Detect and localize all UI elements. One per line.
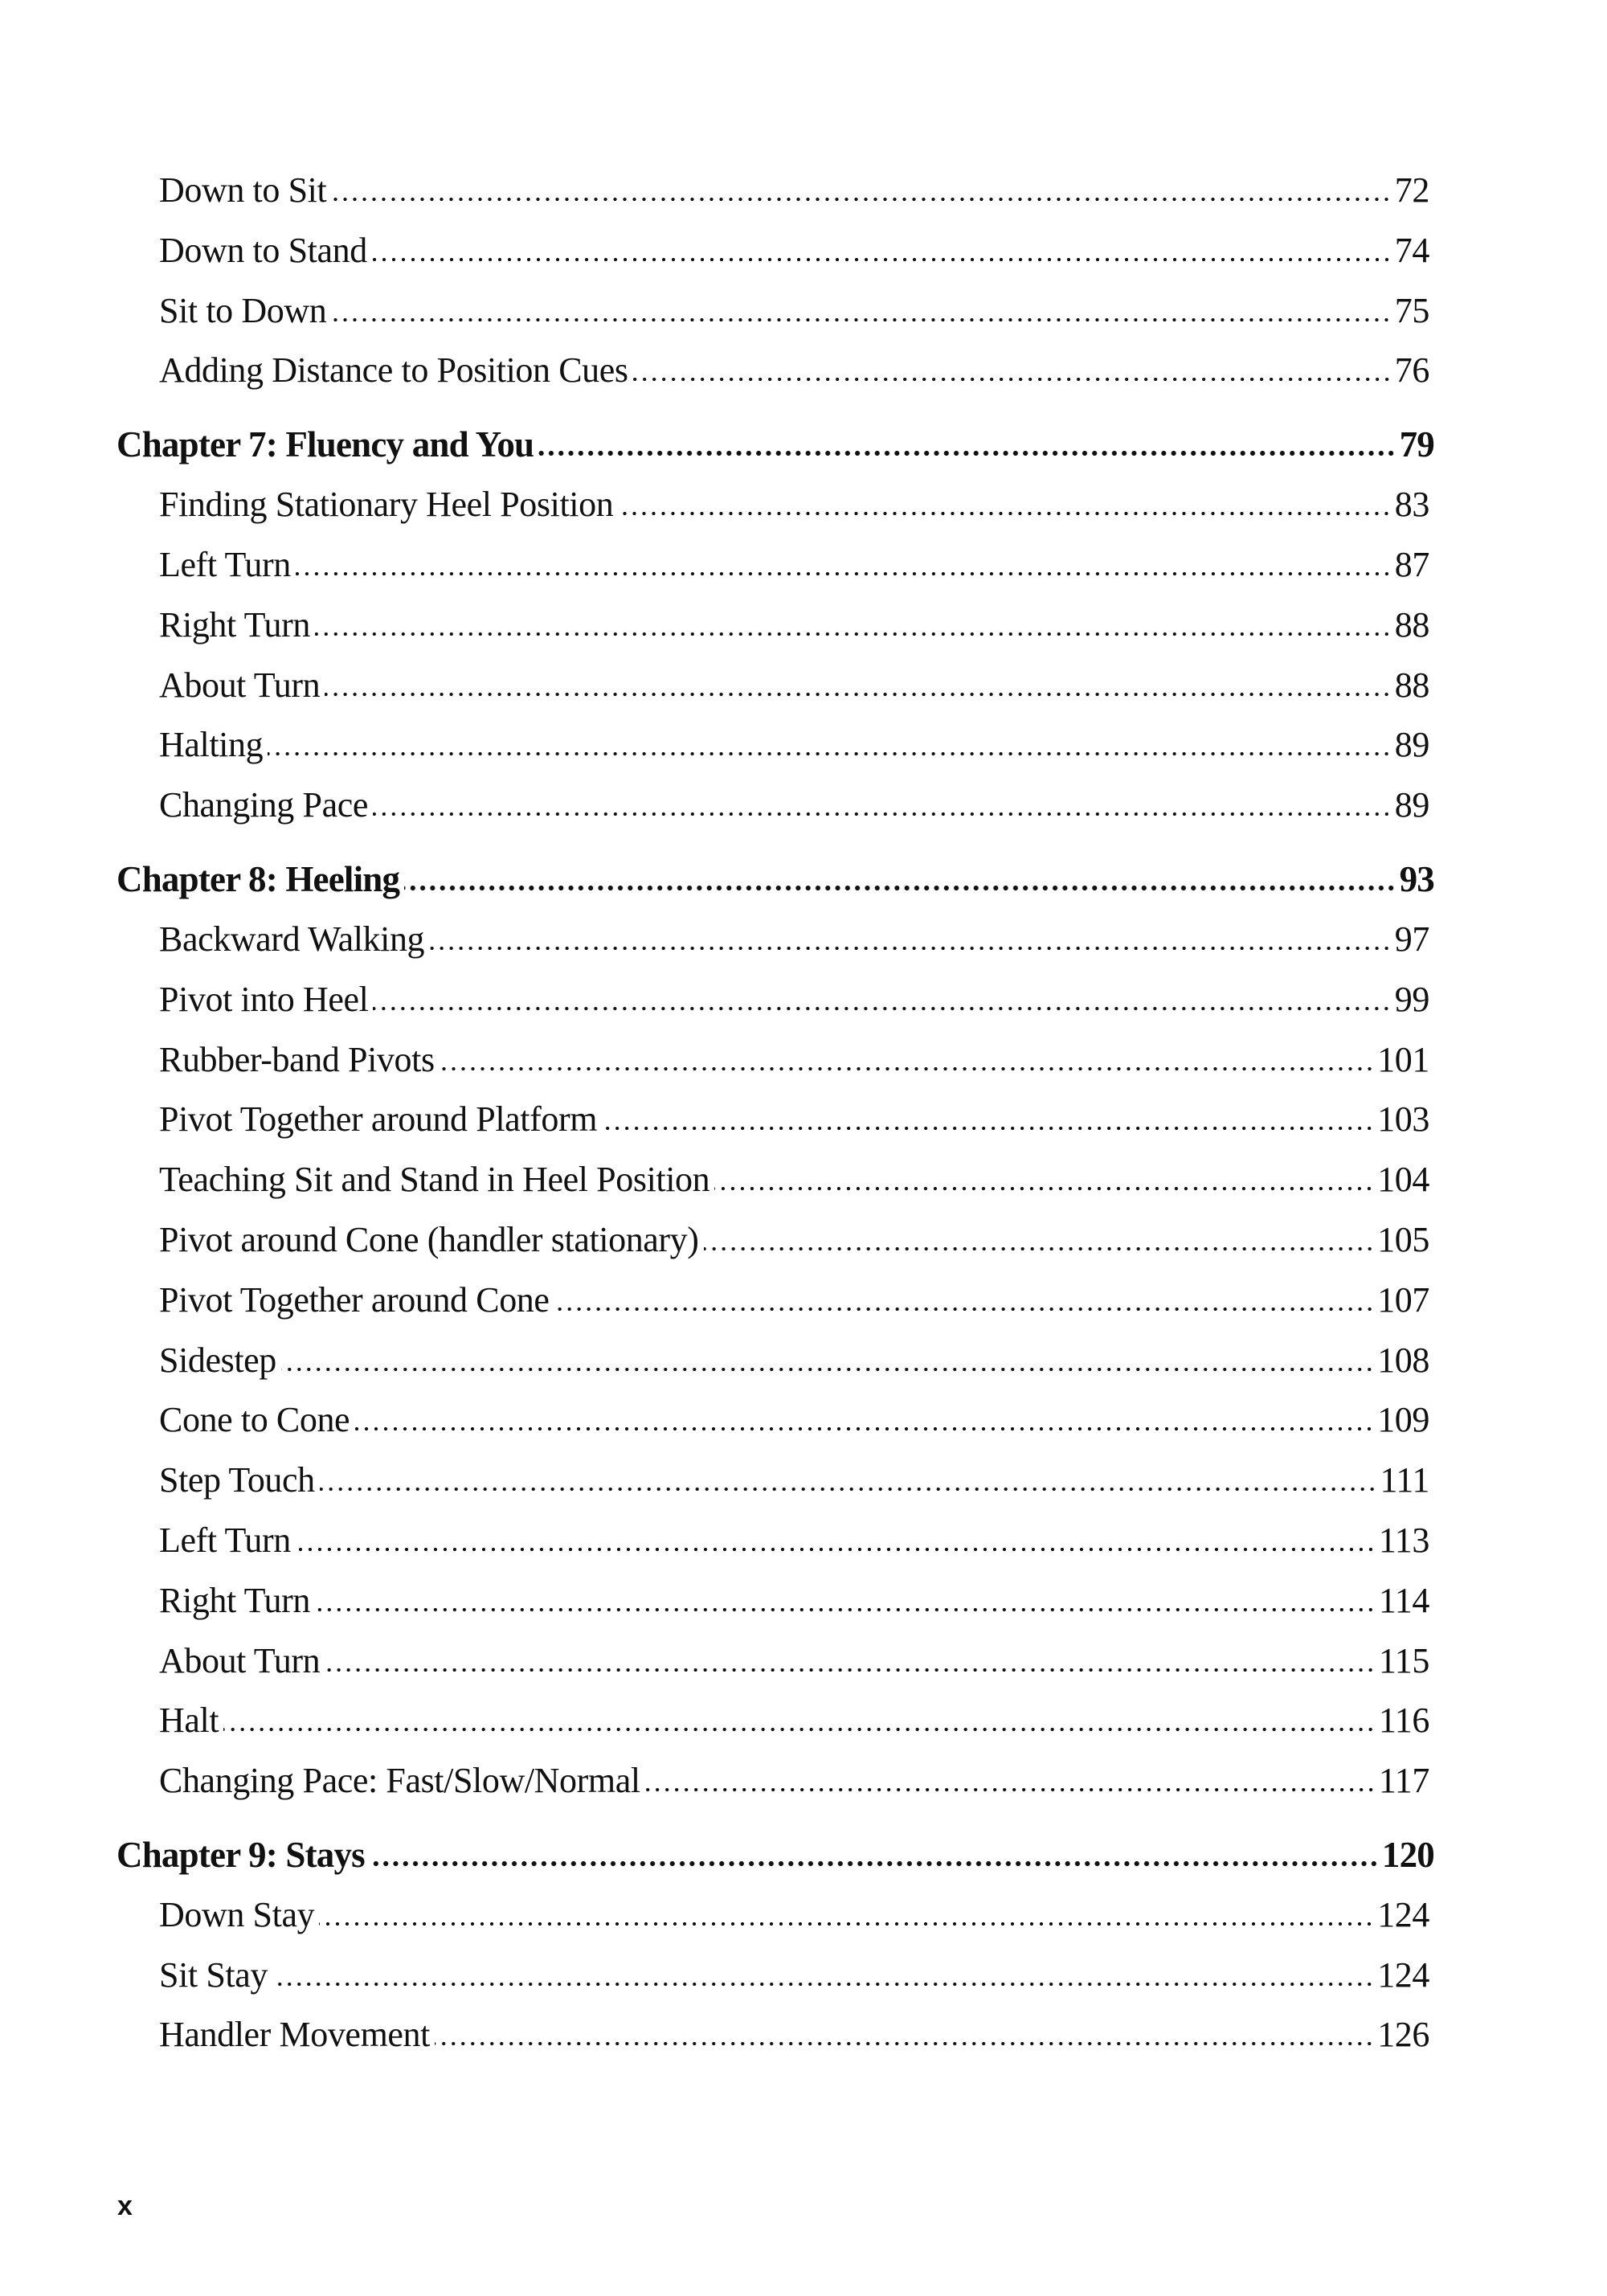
toc-entry-title: Left Turn	[159, 544, 291, 584]
toc-section-entry[interactable]	[117, 970, 1434, 1030]
toc-section-entry[interactable]	[117, 1331, 1434, 1391]
toc-section-entry[interactable]	[117, 535, 1434, 595]
toc-entry-page-number: 116	[1378, 1701, 1429, 1741]
dot-leader	[223, 1727, 1376, 1732]
toc-entry-title: Pivot into Heel	[159, 979, 369, 1019]
dot-leader	[429, 946, 1392, 951]
toc-entry-title: Halt	[159, 1701, 219, 1741]
toc-section-entry[interactable]	[117, 776, 1434, 836]
dot-leader	[315, 1607, 1376, 1612]
toc-entry-title: Adding Distance to Position Cues	[159, 350, 628, 391]
toc-section-entry[interactable]	[117, 595, 1434, 656]
dot-leader	[618, 511, 1391, 516]
toc-entry-page-number: 115	[1378, 1640, 1429, 1680]
toc-entry-page-number: 88	[1394, 665, 1429, 705]
toc-entry-title: Handler Movement	[159, 2015, 430, 2055]
toc-section-entry[interactable]	[117, 281, 1434, 342]
dot-leader	[331, 197, 1392, 202]
toc-entry-page-number: 99	[1394, 979, 1429, 1019]
toc-entry-page-number: 109	[1377, 1400, 1429, 1440]
table-of-contents	[117, 161, 1434, 2065]
toc-entry-page-number: 107	[1377, 1279, 1429, 1320]
toc-section-entry[interactable]	[117, 1885, 1434, 1946]
dot-leader	[435, 2041, 1374, 2046]
toc-entry-page-number: 108	[1377, 1340, 1429, 1380]
toc-entry-title: Chapter 9: Stays	[117, 1835, 365, 1876]
dot-leader	[320, 1487, 1377, 1492]
toc-entry-title: Chapter 8: Heeling	[117, 859, 400, 900]
toc-entry-title: Pivot around Cone (handler stationary)	[159, 1219, 699, 1259]
toc-section-entry[interactable]	[117, 1390, 1434, 1451]
toc-entry-page-number: 111	[1380, 1460, 1429, 1500]
toc-entry-title: Down to Sit	[159, 170, 327, 210]
toc-section-entry[interactable]	[117, 1210, 1434, 1271]
toc-section-entry[interactable]	[117, 1751, 1434, 1811]
dot-leader	[268, 751, 1392, 756]
toc-entry-title: Right Turn	[159, 604, 310, 645]
toc-chapter-heading[interactable]	[117, 1825, 1434, 1885]
toc-section-entry[interactable]	[117, 1631, 1434, 1692]
toc-section-entry[interactable]	[117, 2005, 1434, 2065]
dot-leader	[645, 1787, 1376, 1792]
toc-entry-page-number: 89	[1394, 725, 1429, 765]
toc-section-entry[interactable]	[117, 1691, 1434, 1751]
toc-section-entry[interactable]	[117, 1271, 1434, 1331]
page-folio: x	[117, 2191, 133, 2221]
toc-entry-page-number: 105	[1377, 1219, 1429, 1259]
toc-chapter-heading[interactable]	[117, 849, 1434, 910]
toc-entry-page-number: 72	[1394, 170, 1429, 210]
toc-section-entry[interactable]	[117, 1511, 1434, 1571]
toc-entry-page-number: 89	[1394, 785, 1429, 825]
toc-entry-title: Backward Walking	[159, 919, 425, 959]
toc-entry-page-number: 114	[1378, 1580, 1429, 1620]
dot-leader	[714, 1186, 1374, 1191]
toc-entry-page-number: 88	[1394, 604, 1429, 645]
toc-section-entry[interactable]	[117, 221, 1434, 281]
toc-entry-title: Down Stay	[159, 1894, 315, 1934]
toc-entry-page-number: 113	[1378, 1520, 1429, 1560]
dot-leader	[554, 1307, 1375, 1312]
toc-section-entry[interactable]	[117, 1571, 1434, 1631]
toc-chapter-heading[interactable]	[117, 415, 1434, 475]
dot-leader	[281, 1367, 1374, 1372]
toc-entry-page-number: 74	[1394, 230, 1429, 270]
toc-entry-title: Sit Stay	[159, 1954, 268, 1995]
toc-entry-page-number: 124	[1377, 1954, 1429, 1995]
toc-section-entry[interactable]	[117, 161, 1434, 221]
dot-leader	[354, 1426, 1374, 1431]
toc-entry-page-number: 75	[1394, 290, 1429, 330]
toc-section-entry[interactable]	[117, 341, 1434, 401]
toc-entry-page-number: 79	[1399, 424, 1434, 465]
dot-leader	[440, 1066, 1375, 1071]
toc-entry-title: Chapter 7: Fluency and You	[117, 424, 534, 465]
toc-entry-title: Halting	[159, 725, 264, 765]
toc-entry-title: Changing Pace: Fast/Slow/Normal	[159, 1761, 640, 1801]
toc-entry-page-number: 101	[1377, 1039, 1429, 1079]
toc-entry-title: Changing Pace	[159, 785, 368, 825]
toc-entry-title: Pivot Together around Platform	[159, 1099, 598, 1140]
toc-entry-page-number: 93	[1399, 859, 1434, 900]
toc-entry-title: Teaching Sit and Stand in Heel Position	[159, 1160, 710, 1200]
toc-section-entry[interactable]	[117, 715, 1434, 776]
dot-leader	[296, 571, 1392, 576]
dot-leader	[373, 812, 1392, 816]
toc-entry-page-number: 124	[1377, 1894, 1429, 1934]
toc-entry-page-number: 83	[1394, 485, 1429, 525]
toc-entry-page-number: 104	[1377, 1160, 1429, 1200]
toc-entry-page-number: 103	[1377, 1099, 1429, 1140]
dot-leader	[370, 1860, 1379, 1867]
dot-leader	[319, 1922, 1374, 1926]
toc-entry-title: Sit to Down	[159, 290, 327, 330]
dot-leader	[325, 692, 1392, 697]
toc-section-entry[interactable]	[117, 656, 1434, 716]
toc-entry-title: Cone to Cone	[159, 1400, 350, 1440]
toc-entry-title: Right Turn	[159, 1580, 310, 1620]
dot-leader	[633, 377, 1392, 382]
toc-entry-page-number: 117	[1378, 1761, 1429, 1801]
dot-leader	[373, 1006, 1391, 1011]
dot-leader	[272, 1982, 1374, 1987]
toc-entry-title: About Turn	[159, 1640, 321, 1680]
toc-section-entry[interactable]	[117, 1150, 1434, 1210]
dot-leader	[404, 885, 1396, 891]
toc-entry-title: Step Touch	[159, 1460, 315, 1500]
toc-section-entry[interactable]	[117, 1030, 1434, 1091]
toc-entry-title: Pivot Together around Cone	[159, 1279, 550, 1320]
dot-leader	[315, 632, 1392, 636]
dot-leader	[331, 317, 1392, 322]
toc-entry-page-number: 120	[1381, 1835, 1434, 1876]
toc-section-entry[interactable]	[117, 1090, 1434, 1150]
toc-section-entry[interactable]	[117, 1451, 1434, 1511]
toc-section-entry[interactable]	[117, 475, 1434, 535]
dot-leader	[325, 1668, 1376, 1672]
toc-entry-page-number: 126	[1377, 2015, 1429, 2055]
toc-entry-title: Left Turn	[159, 1520, 291, 1560]
toc-entry-title: About Turn	[159, 665, 321, 705]
toc-entry-page-number: 97	[1394, 919, 1429, 959]
toc-entry-title: Rubber-band Pivots	[159, 1039, 435, 1079]
toc-section-entry[interactable]	[117, 910, 1434, 970]
toc-entry-title: Down to Stand	[159, 230, 367, 270]
toc-entry-page-number: 76	[1394, 350, 1429, 391]
toc-entry-title: Finding Stationary Heel Position	[159, 485, 614, 525]
toc-entry-page-number: 87	[1394, 544, 1429, 584]
dot-leader	[296, 1547, 1376, 1552]
toc-section-entry[interactable]	[117, 1946, 1434, 2006]
dot-leader	[538, 450, 1396, 456]
toc-entry-title: Sidestep	[159, 1340, 276, 1380]
dot-leader	[602, 1126, 1374, 1131]
dot-leader	[704, 1246, 1375, 1251]
dot-leader	[372, 257, 1392, 262]
